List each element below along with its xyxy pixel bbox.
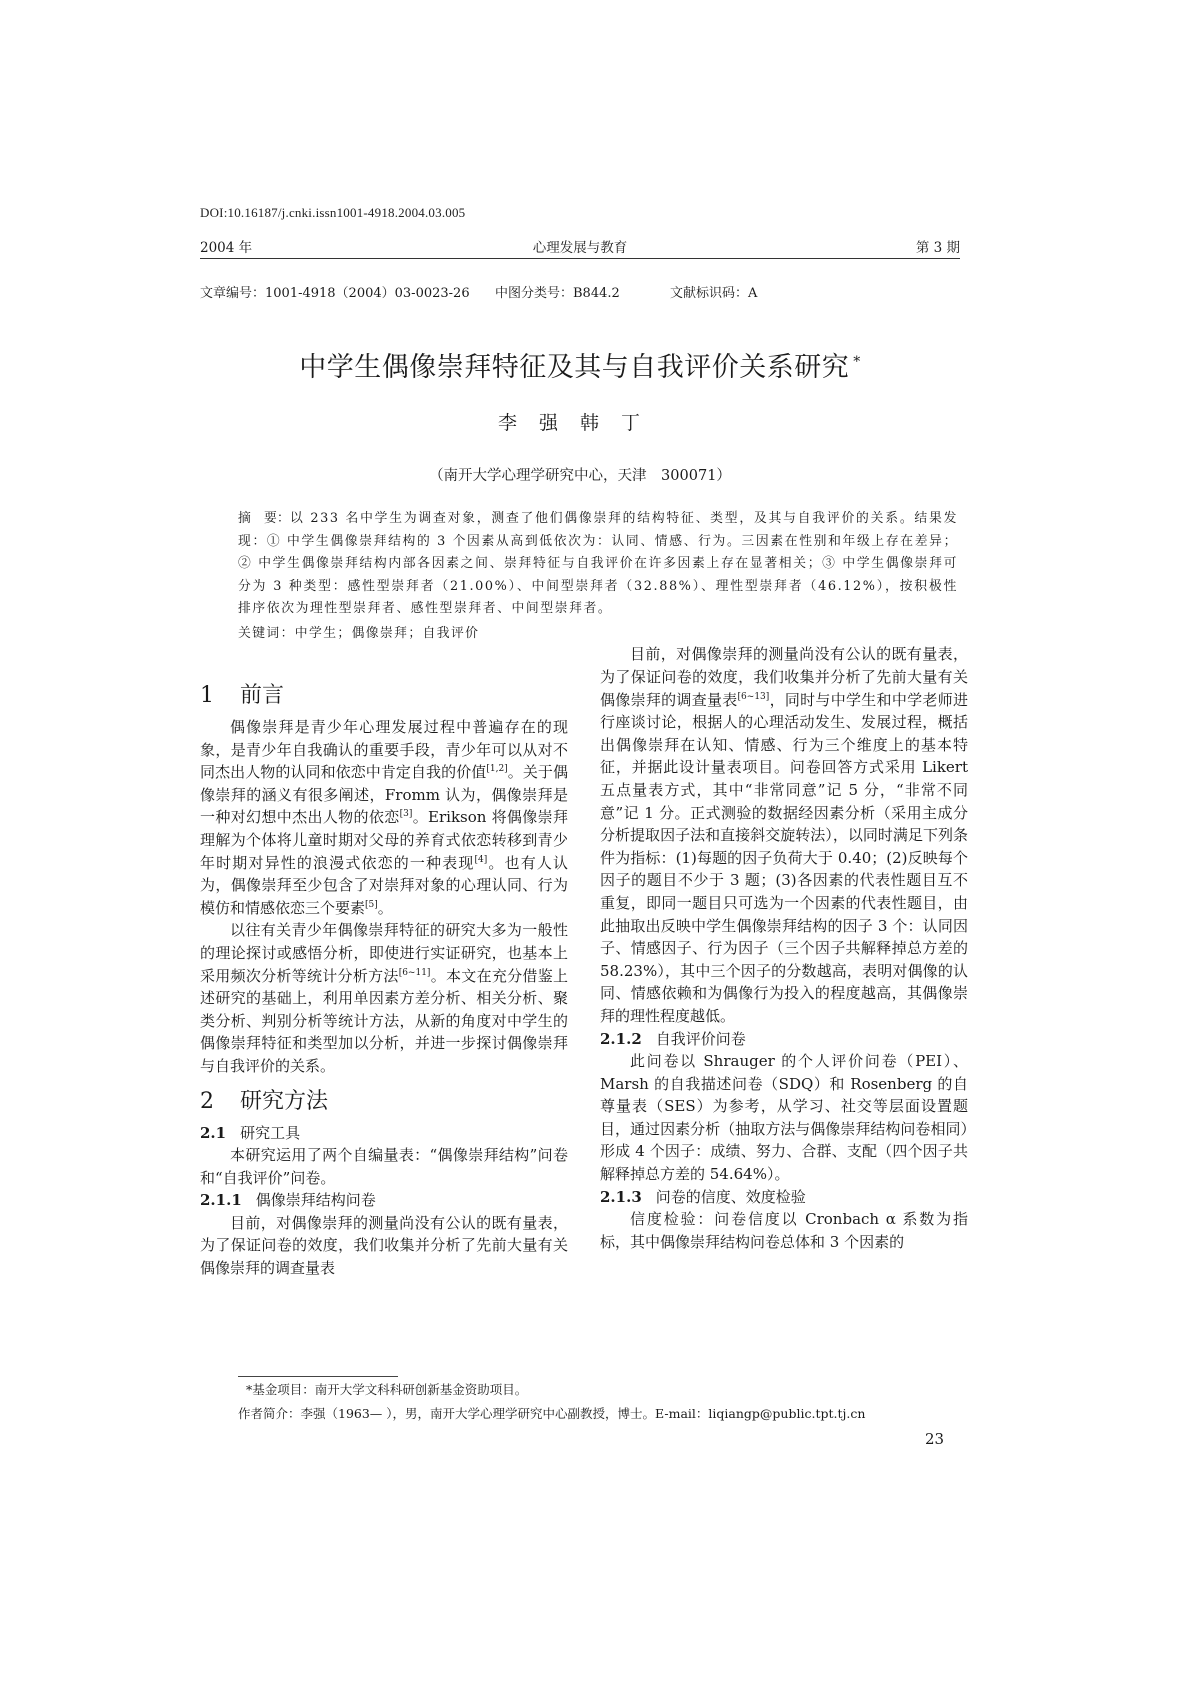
paragraph: 以往有关青少年偶像崇拜特征的研究大多为一般性的理论探讨或感悟分析，即使进行实证研究，也基本上采用频次分析等统计分析方法[6~11]。本文在充分借鉴上述研究的基础上，利用单因素方差分析、相关分析、聚类分析、判别分析等统计方法，从新的角度对中学生的偶像崇拜特征和类型加以分析，并进一步探讨偶像崇拜与自我评价的关系。	[200, 921, 568, 1075]
paper-title	[200, 345, 960, 384]
keywords-text: 中学生；偶像崇拜；自我评价	[294, 626, 480, 641]
citation: [6~13]	[737, 691, 770, 702]
abstract	[238, 508, 958, 621]
doi-line: DOI:10.16187/j.cnki.issn1001-4918.2004.03.005	[200, 205, 466, 220]
article-number: 文章编号：1001-4918（2004）03-0023-26	[200, 286, 470, 301]
abstract-text: 以 233 名中学生为调查对象，测查了他们偶像崇拜的结构特征、类型，及其与自我评价的关系。结果发现：① 中学生偶像崇拜结构的 3 个因素从高到低依次为：认同、情感、行为。三因素在性别和年级上存在差异；② 中学生偶像崇拜结构内部各因素之间、崇拜特征与自我评价在许多因素上存在显著相关；③ 中学生偶像崇拜可分为 3 种类型：感性型崇拜者（21.00%）、中间型崇拜者（32.88%）、理性型崇拜者（46.12%），按积极性排序依次为理性型崇拜者、感性型崇拜者、中间型崇拜者。	[238, 511, 958, 617]
subsection-heading-2-1-2: 2.1.2 自我评价问卷	[600, 1029, 746, 1048]
left-column	[200, 676, 568, 1278]
citation: [5]	[365, 899, 378, 910]
paragraph: 信度检验：问卷信度以 Cronbach α 系数为指标，其中偶像崇拜结构问卷总体和 3 个因素的	[600, 1210, 968, 1251]
clc-number: 中图分类号：B844.2	[495, 286, 620, 301]
section-heading-1: 1 前言	[200, 683, 285, 708]
footnotes	[238, 1378, 958, 1426]
affiliation: （南开大学心理学研究中心，天津 300071）	[429, 468, 731, 484]
footnote-divider	[238, 1376, 398, 1377]
keywords	[238, 622, 958, 641]
header-year: 2004 年	[200, 240, 253, 256]
title-text: 中学生偶像崇拜特征及其与自我评价关系研究	[299, 352, 850, 383]
citation: [4]	[474, 854, 488, 865]
header-journal: 心理发展与教育	[532, 240, 628, 256]
subsection-heading-2-1: 2.1 研究工具	[200, 1123, 301, 1142]
paragraph: 此问卷以 Shrauger 的个人评价问卷（PEI）、Marsh 的自我描述问卷（SDQ）和 Rosenberg 的自尊量表（SES）为参考，从学习、社交等层面设置题目，通过因素分析（抽取方法与偶像崇拜结构问卷相同）形成 4 个因子：成绩、努力、合群、支配（四个因子共解释掉总方差的 54.64%）。	[600, 1052, 968, 1184]
footnote-author-bio: 作者简介：李强（1963— ），男，南开大学心理学研究中心副教授，博士。E-mail：liqiangp@public.tpt.tj.cn	[238, 1406, 866, 1421]
citation: [3]	[399, 809, 413, 820]
title-footnote-mark: *	[853, 354, 861, 370]
citation: [6~11]	[398, 967, 431, 978]
citation: [1,2]	[486, 764, 508, 775]
footnote-fund: *基金项目：南开大学文科科研创新基金资助项目。	[246, 1382, 528, 1397]
section-heading-2: 2 研究方法	[200, 1088, 329, 1114]
keywords-label: 关键词：	[238, 626, 295, 641]
subsection-heading-2-1-1: 2.1.1 偶像崇拜结构问卷	[200, 1191, 376, 1210]
paragraph-continued: 目前，对偶像崇拜的测量尚没有公认的既有量表，为了保证问卷的效度，我们收集并分析了先前大量有关偶像崇拜的调查量表[6~13]，同时与中学生和中学老师进行座谈讨论，根据人的心理活动发生、发展过程，概括出偶像崇拜在认知、情感、行为三个维度上的基本特征，并据此设计量表项目。问卷回答方式采用 Likert 五点量表方式，其中“非常同意”记 5 分，“非常不同意”记 1 分。正式测验的数据经因素分析（采用主成分分析提取因子法和直接斜交旋转法），以同时满足下列条件为指标：(1)每题的因子负荷大于 0.40；(2)反映每个因子的题目不少于 3 题；(3)各因素的代表性题目互不重复，即同一题目只可选为一个因素的代表性题目，由此抽取出反映中学生偶像崇拜结构的因子 3 个：认同因子、情感因子、行为因子（三个因子共解释掉总方差的 58.23%），其中三个因子的分数越高，表明对偶像的认同、情感依赖和为偶像行为投入的程度越高，其偶像崇拜的理性程度越低。	[600, 645, 968, 1025]
running-header	[200, 236, 960, 259]
abstract-label: 摘 要：	[238, 511, 290, 526]
subsection-heading-2-1-3: 2.1.3 问卷的信度、效度检验	[600, 1187, 806, 1206]
header-issue: 第 3 期	[915, 240, 960, 256]
authors: 李强韩丁	[497, 412, 662, 434]
paragraph-start: 目前，对偶像崇拜的测量尚没有公认的既有量表，为了保证问卷的效度，我们收集并分析了先前大量有关偶像崇拜的调查量表	[200, 1213, 568, 1278]
document-code: 文献标识码：A	[670, 286, 758, 301]
paragraph: 偶像崇拜是青少年心理发展过程中普遍存在的现象，是青少年自我确认的重要手段，青少年可以从对不同杰出人物的认同和依恋中肯定自我的价值[1,2]。关于偶像崇拜的涵义有很多阐述，Fromm 认为，偶像崇拜是一种对幻想中杰出人物的依恋[3]。Erikson 将偶像崇拜理解为个体将儿童时期对父母的养育式依恋转移到青少年时期对异性的浪漫式依恋的一种表现[4]。也有人认为，偶像崇拜至少包含了对崇拜对象的心理认同、行为模仿和情感依恋三个要素[5]。	[200, 718, 568, 917]
page-number: 23	[925, 1430, 945, 1448]
right-column	[600, 645, 968, 1326]
paragraph: 本研究运用了两个自编量表：“偶像崇拜结构”问卷和“自我评价”问卷。	[200, 1146, 568, 1187]
